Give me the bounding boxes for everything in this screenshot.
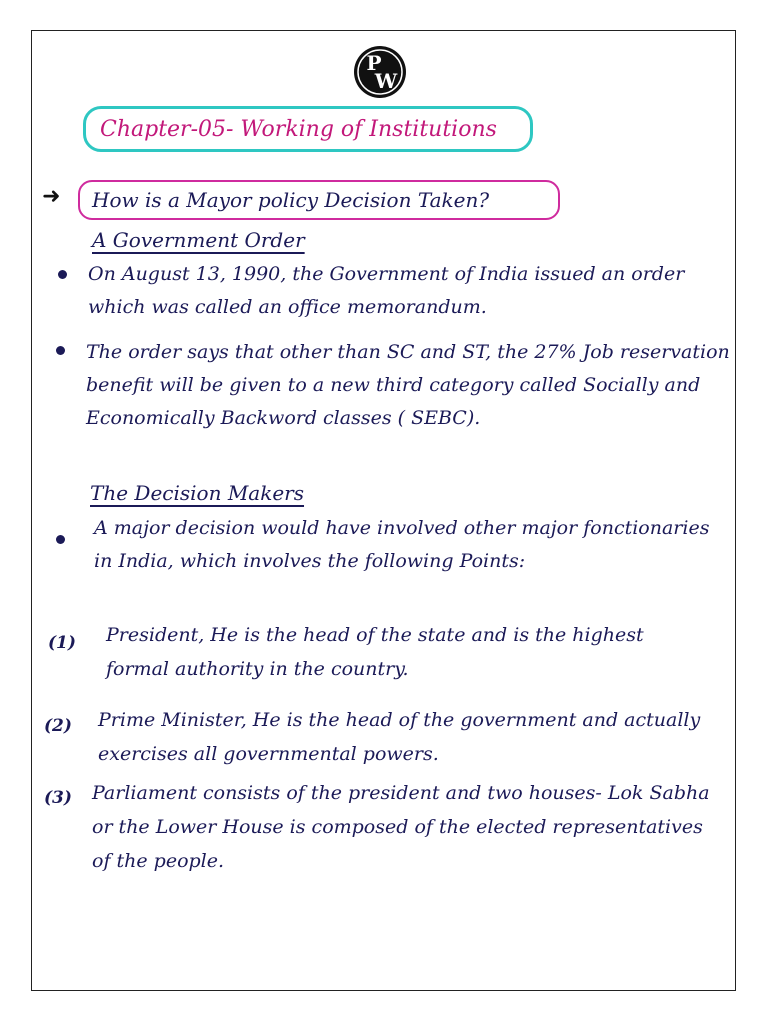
decision-makers-intro: A major decision would have involved other major fonctionaries in India, which involves the following Points: <box>94 517 710 572</box>
bullet-text-1: On August 13, 1990, the Government of India issued an order which was called an office memorandum. <box>88 263 685 318</box>
bullet-dot <box>56 535 65 544</box>
question-text: How is a Mayor policy Decision Taken? <box>92 188 490 212</box>
section-heading-government-order: A Government Order <box>92 228 305 252</box>
bullet-text-2: The order says that other than SC and ST, the 27% Job reservation benefit will be given to a new third category called Socially and Economically Backword classes ( SEBC). <box>86 341 730 429</box>
point-number-1: (1) <box>48 633 76 653</box>
point-text-1: President, He is the head of the state and is the highest formal authority in the country. <box>106 624 644 680</box>
question-box <box>78 180 560 220</box>
pw-logo-letters <box>353 45 407 99</box>
logo-letter-w: W <box>374 69 398 93</box>
point-text-3: Parliament consists of the president and two houses- Lok Sabha or the Lower House is composed of the elected representatives of the people. <box>92 782 710 872</box>
point-text-2: Prime Minister, He is the head of the government and actually exercises all governmental powers. <box>98 709 701 765</box>
section-heading-decision-makers: The Decision Makers <box>90 481 305 505</box>
chapter-title: Chapter-05- Working of Institutions <box>100 116 497 142</box>
bullet-dot <box>56 346 65 355</box>
point-number-2: (2) <box>44 716 72 736</box>
logo-letter-p: P <box>366 51 382 75</box>
point-number-3: (3) <box>44 788 72 808</box>
chapter-title-box <box>83 106 533 152</box>
bullet-dot <box>58 270 67 279</box>
arrow-icon: ➜ <box>42 184 61 209</box>
